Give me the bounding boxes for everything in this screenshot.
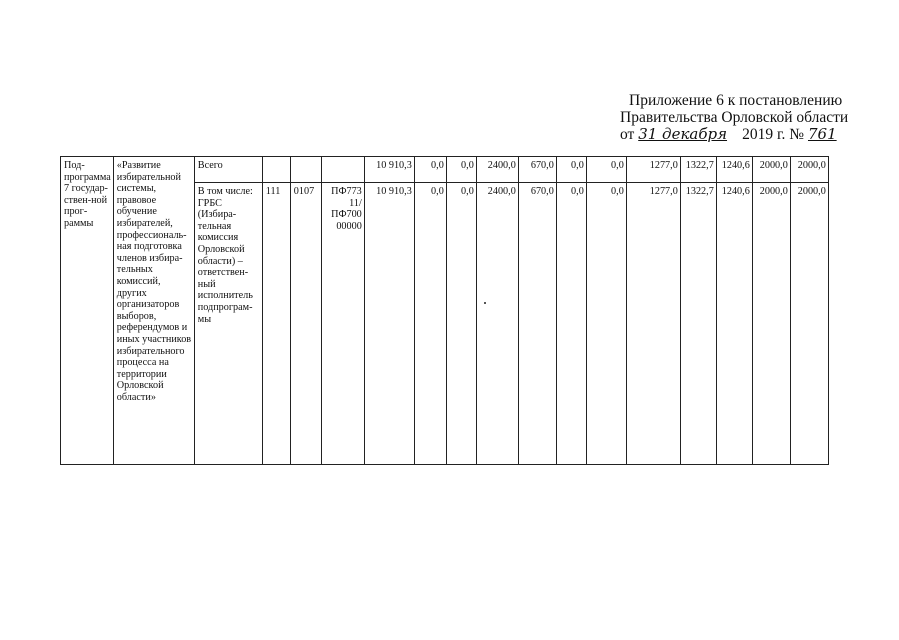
value-cell: 670,0 — [518, 157, 556, 183]
empty-cell — [262, 157, 290, 183]
value-cell: 0,0 — [414, 157, 446, 183]
value-cell: 2000,0 — [752, 183, 790, 465]
value-cell: 2400,0 — [476, 183, 518, 465]
grbs-code-cell: 111 — [262, 183, 290, 465]
header-appendix-line: Приложение 6 к постановлению — [629, 92, 843, 109]
value-cell: 670,0 — [518, 183, 556, 465]
value-cell: 1322,7 — [680, 157, 716, 183]
rzpr-code-cell: 0107 — [290, 183, 321, 465]
value-cell: 2400,0 — [476, 157, 518, 183]
year-text: 2019 г. № — [742, 126, 805, 143]
value-cell: 10 910,3 — [364, 183, 414, 465]
subprogram-cell: Под-программа 7 государ-ствен-ной прог-раммы — [61, 157, 114, 465]
empty-cell — [321, 157, 364, 183]
value-cell: 0,0 — [556, 157, 586, 183]
value-cell: 0,0 — [556, 183, 586, 465]
value-cell: 2000,0 — [790, 183, 828, 465]
grbs-label-cell: В том числе: ГРБС (Избира-тельная комиссия Орловской области) – ответствен-ный исполнитель подпрограм-мы — [194, 183, 262, 465]
value-cell: 10 910,3 — [364, 157, 414, 183]
header-date-line — [600, 126, 860, 143]
value-cell: 0,0 — [446, 157, 476, 183]
handwritten-date: 31 декабря — [638, 125, 728, 143]
document-header — [600, 92, 860, 143]
value-cell: 0,0 — [586, 157, 626, 183]
value-cell: 0,0 — [446, 183, 476, 465]
header-government-line: Правительства Орловской области — [620, 109, 849, 126]
csr-code-cell: ПФ773 11/ ПФ700 00000 — [321, 183, 364, 465]
value-cell: 1240,6 — [716, 157, 752, 183]
scan-speck — [484, 302, 486, 304]
empty-cell — [290, 157, 321, 183]
value-cell: 1240,6 — [716, 183, 752, 465]
value-cell: 2000,0 — [790, 157, 828, 183]
table-row-total — [61, 157, 829, 183]
subprogram-title-cell: «Развитие избирательной системы, правовое обучение избирателей, профессиональ-ная подготовка членов избира-тельных комиссий, других организаторов выборов, референдумов и иных участников избирательного процесса на территории Орловской области» — [113, 157, 194, 465]
value-cell: 1322,7 — [680, 183, 716, 465]
value-cell: 0,0 — [414, 183, 446, 465]
value-cell: 2000,0 — [752, 157, 790, 183]
handwritten-number: 761 — [807, 125, 837, 143]
value-cell: 1277,0 — [626, 157, 680, 183]
budget-table — [60, 156, 829, 465]
value-cell: 1277,0 — [626, 183, 680, 465]
from-prefix: от — [620, 126, 635, 143]
value-cell: 0,0 — [586, 183, 626, 465]
total-label-cell: Всего — [194, 157, 262, 183]
